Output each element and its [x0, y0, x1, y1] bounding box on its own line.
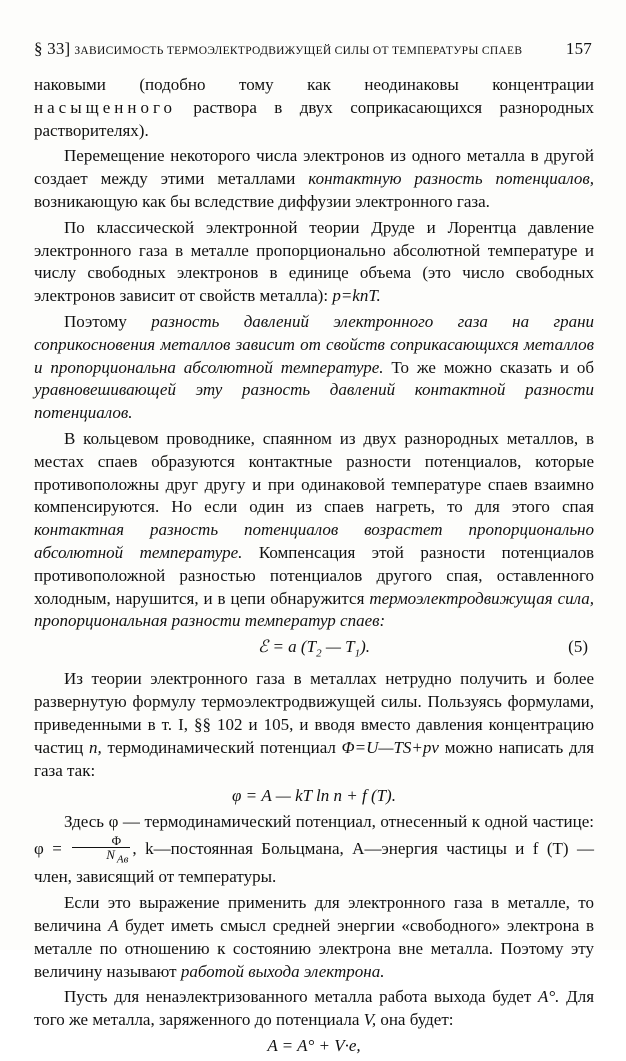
- paragraph-contact-potential: [34, 145, 594, 213]
- text-run: То же можно сказать и об: [391, 357, 594, 377]
- fraction-denominator: [72, 848, 130, 867]
- emphasis: контактную разность потенциалов,: [308, 169, 595, 189]
- formula-subscript: 1: [354, 647, 361, 660]
- inline-symbol: V,: [363, 1010, 377, 1030]
- text-run: Для того же металла, заряженного до потенциала: [34, 987, 595, 1030]
- paragraph-continuation: [34, 74, 594, 142]
- paragraph-drude-lorentz: [34, 217, 594, 308]
- text-run: Компенсация этой разности потенциалов противоположной разностью потенциалов другого спая, оставленного холодным, нарушится, и в цепи обнаружится: [34, 542, 595, 608]
- emphasis: уравновешивающей эту разность давлений контактной разности потенциалов.: [34, 380, 594, 423]
- text-run: Перемещение некоторого числа электронов из одного металла в другой создает между этими металлами: [34, 146, 594, 189]
- denominator-symbol: N: [106, 846, 115, 862]
- page-number: 157: [565, 39, 592, 58]
- text-run: она будет:: [380, 1010, 454, 1030]
- formula-part: ).: [360, 637, 371, 657]
- page-body: [34, 74, 594, 1061]
- running-header: [34, 38, 592, 63]
- text-run: можно написать для газа так:: [34, 737, 595, 780]
- emphasis: разность давлений электронного газа на грани соприкосновения металлов зависит от свойств соприкасающихся металлов и пропорциональна абсолютной температуре.: [34, 311, 595, 377]
- header-title: ЗАВИСИМОСТЬ ТЕРМОЭЛЕКТРОДВИЖУЩЕЙ СИЛЫ ОТ ТЕМПЕРАТУРЫ СПАЕВ: [74, 45, 523, 57]
- paragraph-electron-gas-theory: [34, 668, 594, 782]
- text-run: Пусть для ненаэлектризованного металла работа выхода будет: [64, 987, 532, 1007]
- denominator-subscript: Ав: [116, 853, 129, 866]
- text-run: , k—постоянная Больцмана, A—энергия частицы и f (T) — член, зависящий от температуры.: [34, 839, 594, 887]
- paragraph-work-function: [34, 892, 594, 983]
- inline-symbol: n,: [89, 737, 102, 757]
- paragraph-pressure-difference: [34, 311, 594, 425]
- equation-work-function-charged: A = A° + V·e,: [267, 1036, 361, 1056]
- inline-symbol: A: [108, 916, 119, 936]
- inline-formula: Φ=U—TS+pv: [341, 737, 439, 757]
- paragraph-ring-conductor: [34, 428, 594, 633]
- text-run: В кольцевом проводнике, спаянном из двух разнородных металлов, в местах спаев образуются контактные разности потенциалов, которые противоположны друг другу и при одинаковой температуре спаев взаимно компенсируются. Но если один из спаев нагреть, то для этого спая: [34, 428, 594, 517]
- text-run: термодинамический потенциал: [107, 737, 336, 757]
- inline-symbol: A°.: [537, 987, 560, 1007]
- paragraph-charged-metal: [34, 986, 594, 1032]
- paragraph-definitions: [34, 811, 594, 889]
- text-run: Здесь φ — термодинамический потенциал, отнесенный к одной частице: φ =: [34, 812, 594, 859]
- text-run: Поэтому: [64, 311, 127, 331]
- spaced-text: насыщенного: [34, 97, 176, 117]
- emphasis: термоэлектродвижущая сила, пропорциональная разности температур спаев:: [34, 588, 595, 631]
- formula-subscript: 2: [316, 647, 322, 660]
- equation-number: (5): [568, 637, 588, 657]
- text-run: Из теории электронного газа в металлах нетрудно получить и более развернутую формулу термоэлектродвижущей силы. Пользуясь формулами, приведенными в т. I, §§ 102 и 105, и вводя вместо давления концентрацию частиц: [34, 669, 594, 757]
- inline-formula: p=knT.: [332, 286, 381, 306]
- text-run: наковыми (подобно тому как неодинаковы концентрации: [34, 75, 594, 94]
- formula-part: ℰ = a (T: [257, 637, 317, 657]
- text-run: раствора в двух соприкасающихся разнородных растворителях).: [34, 97, 594, 140]
- text-run: будет иметь смысл средней энергии «свободного» электрона в металле по отношению к состоянию электрона вне металла. Поэтому эту величину называют: [34, 916, 595, 981]
- equation-thermodynamic-potential: φ = A — kT ln n + f (T).: [232, 786, 396, 806]
- text-run: Если это выражение применить для электронного газа в металле, то величина: [34, 893, 594, 936]
- fraction-numerator: Φ: [72, 834, 130, 848]
- formula-part: — T: [321, 637, 355, 657]
- emphasis: контактная разность потенциалов возрастет пропорционально абсолютной температуре.: [34, 520, 594, 562]
- emphasis: работой выхода электрона.: [180, 961, 385, 981]
- section-number: § 33]: [34, 39, 71, 58]
- text-run: возникающую как бы вследствие диффузии электронного газа.: [34, 191, 490, 211]
- fraction: [72, 834, 130, 867]
- equation-5: [34, 636, 594, 665]
- text-run: По классической электронной теории Друде и Лорентца давление электронного газа в металле пропорционально абсолютной температуре и числу свободных электронов в единице объема (это число свободных электронов зависит от свойств металла):: [34, 217, 594, 306]
